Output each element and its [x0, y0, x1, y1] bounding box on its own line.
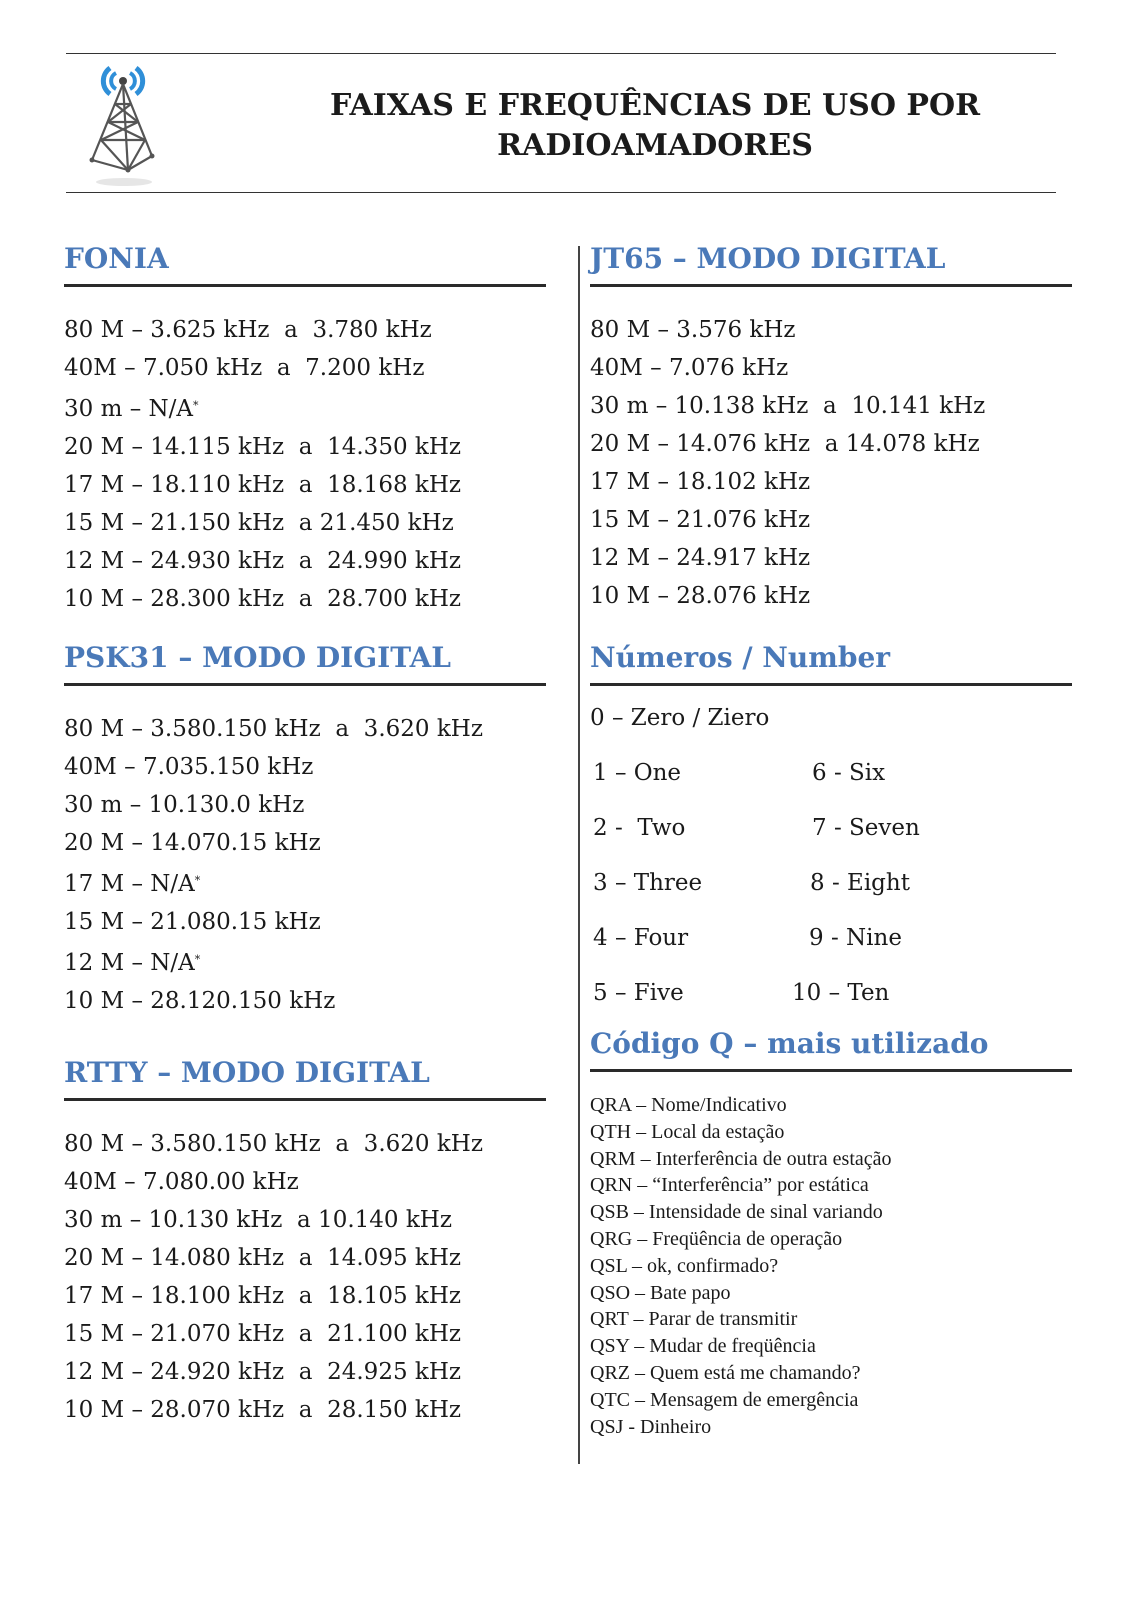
- page-title: FAIXAS E FREQUÊNCIAS DE USO POR RADIOAMADORES: [329, 88, 981, 163]
- number-left: 2 - Two: [593, 815, 686, 841]
- section-heading: FONIA: [64, 242, 546, 287]
- frequency-list: [590, 311, 1072, 615]
- list-item: 10 M – 28.300 kHz a 28.700 kHz: [64, 586, 462, 612]
- list-item: QRA – Nome/Indicativo: [590, 1094, 787, 1116]
- section-jt65: [590, 242, 1072, 615]
- number-row: [590, 814, 1072, 842]
- number-row: [590, 869, 1072, 897]
- list-item: 80 M – 3.625 kHz a 3.780 kHz: [64, 317, 432, 343]
- list-item: QSO – Bate papo: [590, 1281, 731, 1304]
- list-item: 12 M – 24.920 kHz a 24.925 kHz: [64, 1359, 462, 1385]
- list-item: 10 M – 28.076 kHz: [590, 583, 811, 609]
- number-left: 1 – One: [593, 760, 682, 786]
- list-item: 10 M – 28.070 kHz a 28.150 kHz: [64, 1397, 462, 1423]
- list-item: 12 M – 24.917 kHz: [590, 545, 811, 571]
- section-heading: Código Q – mais utilizado: [590, 1027, 1072, 1072]
- list-item: 40M – 7.050 kHz a 7.200 kHz: [64, 355, 425, 381]
- column-divider: [578, 246, 580, 1464]
- list-item: 15 M – 21.076 kHz: [590, 507, 811, 533]
- list-item: 20 M – 14.080 kHz a 14.095 kHz: [64, 1245, 462, 1271]
- list-item: 20 M – 14.076 kHz a 14.078 kHz: [590, 431, 980, 457]
- frequency-list: [64, 311, 546, 618]
- list-item: 15 M – 21.070 kHz a 21.100 kHz: [64, 1321, 462, 1347]
- number-right: 9 - Nine: [809, 925, 902, 951]
- list-item: 30 m – 10.138 kHz a 10.141 kHz: [590, 393, 986, 419]
- number-right: 6 - Six: [812, 760, 886, 786]
- list-item: 40M – 7.035.150 kHz: [64, 754, 314, 780]
- list-item: QSJ - Dinheiro: [590, 1415, 712, 1438]
- list-item: 20 M – 14.070.15 kHz: [64, 830, 321, 856]
- section-psk31: [64, 641, 546, 1020]
- list-item: QRZ – Quem está me chamando?: [590, 1361, 861, 1384]
- list-item: 17 M – 18.100 kHz a 18.105 kHz: [64, 1283, 462, 1309]
- list-item: 15 M – 21.150 kHz a 21.450 kHz: [64, 510, 454, 536]
- top-rule: [66, 53, 1056, 54]
- number-right: 10 – Ten: [792, 980, 890, 1006]
- list-item: 17 M – 18.102 kHz: [590, 469, 811, 495]
- list-item: QRM – Interferência de outra estação: [590, 1147, 892, 1170]
- list-item: QRN – “Interferência” por estática: [590, 1174, 869, 1197]
- header-bottom-rule: [66, 192, 1056, 193]
- list-item: 80 M – 3.576 kHz: [590, 317, 796, 343]
- footnote-mark: *: [193, 399, 199, 412]
- number-row: [590, 924, 1072, 952]
- section-rtty: [64, 1056, 546, 1429]
- list-item: QTH – Local da estação: [590, 1120, 785, 1143]
- section-heading: JT65 – MODO DIGITAL: [590, 242, 1072, 287]
- section-fonia: [64, 242, 546, 618]
- list-item: QRT – Parar de transmitir: [590, 1308, 798, 1331]
- section-qcode: [590, 1027, 1072, 1440]
- list-item: QSL – ok, confirmado?: [590, 1254, 779, 1277]
- section-heading: RTTY – MODO DIGITAL: [64, 1056, 546, 1101]
- number-left: 4 – Four: [593, 925, 689, 951]
- number-row: [590, 759, 1072, 787]
- list-item: QSB – Intensidade de sinal variando: [590, 1201, 883, 1224]
- footnote-mark: *: [194, 874, 201, 887]
- list-item: 20 M – 14.115 kHz a 14.350 kHz: [64, 434, 462, 460]
- list-item: 10 M – 28.120.150 kHz: [64, 988, 336, 1014]
- list-item: 12 M – N/A*: [64, 950, 201, 976]
- list-item: 80 M – 3.580.150 kHz a 3.620 kHz: [64, 716, 483, 742]
- list-item: 80 M – 3.580.150 kHz a 3.620 kHz: [64, 1131, 483, 1157]
- number-right: 7 - Seven: [812, 815, 920, 841]
- frequency-list: [64, 1125, 546, 1429]
- qcode-list: [590, 1092, 1072, 1440]
- list-item: 40M – 7.076 kHz: [590, 355, 789, 381]
- list-item: QRG – Freqüência de operação: [590, 1227, 843, 1250]
- number-left: 5 – Five: [593, 980, 684, 1006]
- section-heading: PSK31 – MODO DIGITAL: [64, 641, 546, 686]
- list-item: 17 M – N/A*: [64, 871, 201, 897]
- list-item: 15 M – 21.080.15 kHz: [64, 909, 321, 935]
- list-item: QTC – Mensagem de emergência: [590, 1388, 859, 1411]
- section-numbers: [590, 641, 1072, 1034]
- section-heading: Números / Number: [590, 641, 1072, 686]
- list-item: 30 m – 10.130 kHz a 10.140 kHz: [64, 1207, 452, 1233]
- list-item: 30 m – 10.130.0 kHz: [64, 792, 305, 818]
- list-item: QSY – Mudar de freqüência: [590, 1335, 816, 1358]
- radio-tower-icon: [86, 62, 166, 190]
- list-item: 17 M – 18.110 kHz a 18.168 kHz: [64, 472, 462, 498]
- footnote-mark: *: [194, 953, 201, 966]
- list-item: 12 M – 24.930 kHz a 24.990 kHz: [64, 548, 462, 574]
- list-item: 30 m – N/A*: [64, 396, 199, 422]
- frequency-list: [64, 710, 546, 1020]
- number-right: 8 - Eight: [810, 870, 910, 896]
- number-row: [590, 979, 1072, 1007]
- number-zero: 0 – Zero / Ziero: [590, 705, 770, 731]
- number-left: 3 – Three: [593, 870, 703, 896]
- list-item: 40M – 7.080.00 kHz: [64, 1169, 299, 1195]
